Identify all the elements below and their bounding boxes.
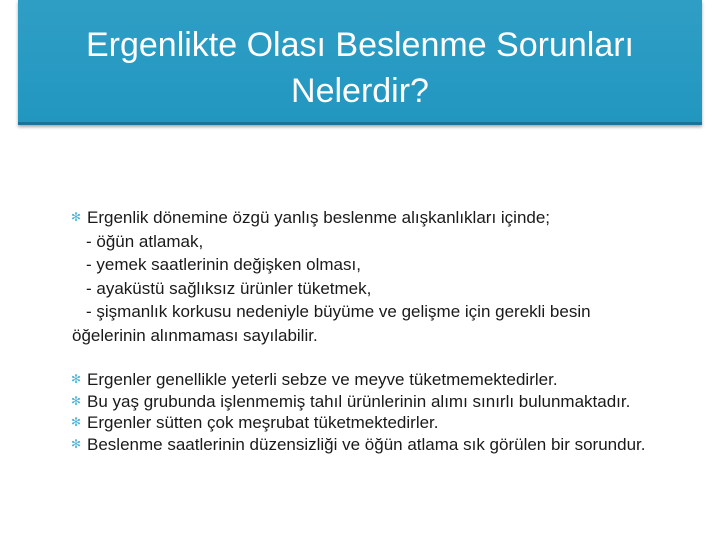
slide-body [62,206,682,455]
intro-item: - şişmanlık korkusu nedeniyle büyüme ve gelişme için gerekli besin [86,302,591,321]
list-item [62,434,682,456]
asterisk-bullet-icon: ✻ [71,393,82,408]
intro-continuation: öğelerinin alınmaması sayılabilir. [72,325,318,345]
list-item-text: Ergenler sütten çok meşrubat tüketmektedirler. [87,413,439,432]
intro-bullet [62,206,682,230]
slide-title-line-2: Nelerdir? [291,72,429,110]
asterisk-bullet-icon: ✻ [71,436,82,451]
slide-title-line-1: Ergenlikte Olası Beslenme Sorunları [85,26,635,64]
list-item [62,369,682,391]
list-item [62,391,682,413]
intro-item: - yemek saatlerinin değişken olması, [86,255,361,274]
intro-lead: Ergenlik dönemine özgü yanlış beslenme alışkanlıkları içinde; [87,208,551,227]
asterisk-bullet-icon: ✻ [71,210,82,224]
list-item-text: Beslenme saatlerinin düzensizliği ve öğün atlama sık görülen bir sorundur. [87,434,646,454]
intro-paragraph [62,206,682,347]
list-item-text: Bu yaş grubunda işlenmemiş tahıl ürünlerinin alımı sınırlı bulunmaktadır. [87,391,631,411]
asterisk-bullet-icon: ✻ [71,415,82,429]
asterisk-bullet-icon: ✻ [71,372,82,386]
list-item-text: Ergenler genellikle yeterli sebze ve meyve tüketmemektedirler. [87,370,558,389]
intro-item: - ayaküstü sağlıksız ürünler tüketmek, [86,278,372,298]
intro-item: - öğün atlamak, [86,231,204,251]
list-item [62,412,682,434]
bullet-list [62,369,682,455]
slide-title [18,22,702,114]
